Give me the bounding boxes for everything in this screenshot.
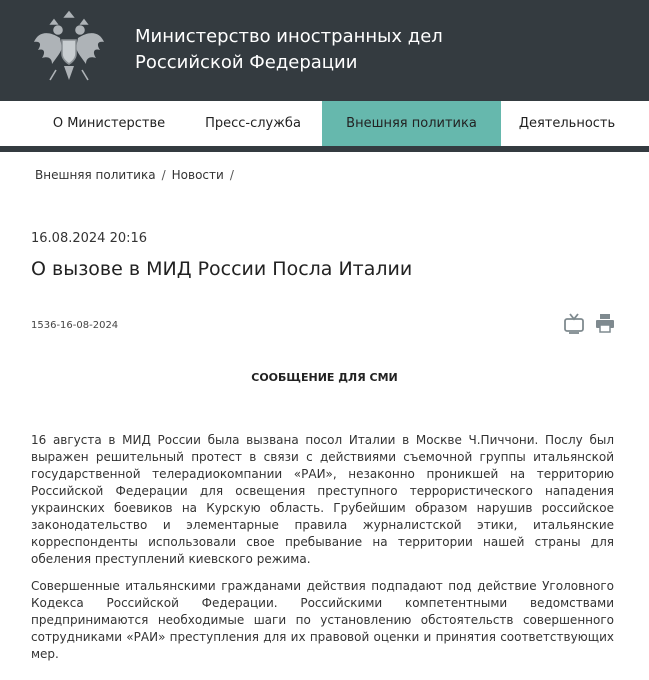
- article-title: О вызове в МИД России Посла Италии: [31, 258, 413, 280]
- nav-divider: [0, 146, 649, 152]
- article-date: 16.08.2024 20:16: [31, 231, 148, 246]
- nav-item-foreign-policy[interactable]: Внешняя политика: [322, 101, 501, 146]
- site-header: [0, 0, 649, 101]
- double-headed-eagle-icon[interactable]: [30, 8, 108, 92]
- breadcrumb-item-foreign-policy[interactable]: Внешняя политика: [35, 168, 156, 182]
- ministry-title-line1: Министерство иностранных дел: [135, 26, 443, 47]
- tv-icon[interactable]: [563, 312, 585, 334]
- article-paragraph: 16 августа в МИД России была вызвана посол Италии в Москве Ч.Пиччони. Послу был выражен решительный протест в связи с действиями съемочной группы итальянской государственной телерадиокомпании «РАИ», незаконно проникшей на территорию Российской Федерации для освещения преступного террористического нападения украинских боевиков на Курскую область. Грубейшим образом нарушив российское законодательство и элементарные правила журналистской этики, итальянские корреспонденты использовали свое пребывание на территории нашей страны для обеления преступлений киевского режима.: [31, 433, 614, 566]
- nav-item-about[interactable]: О Министерстве: [52, 116, 166, 131]
- breadcrumb-separator: /: [229, 168, 234, 182]
- press-release-heading: СООБЩЕНИЕ ДЛЯ СМИ: [251, 371, 398, 384]
- main-nav: [0, 101, 649, 146]
- ministry-title[interactable]: [135, 24, 443, 76]
- document-id: 1536-16-08-2024: [31, 320, 119, 331]
- breadcrumb: [35, 168, 240, 182]
- article-paragraph: Совершенные итальянскими гражданами действия подпадают под действие Уголовного Кодекса Российской Федерации. Российскими компетентными ведомствами предпринимаются необходимые шаги по установлению обстоятельств совершенного сотрудниками «РАИ» преступления для их правовой оценки и принятия соответствующих мер.: [31, 579, 614, 661]
- nav-item-activity[interactable]: Деятельность: [518, 116, 616, 131]
- breadcrumb-item-news[interactable]: Новости: [171, 168, 224, 182]
- print-icon[interactable]: [594, 312, 616, 334]
- ministry-title-line2: Российской Федерации: [135, 52, 358, 73]
- breadcrumb-separator: /: [161, 168, 166, 182]
- nav-item-press[interactable]: Пресс-служба: [205, 116, 301, 131]
